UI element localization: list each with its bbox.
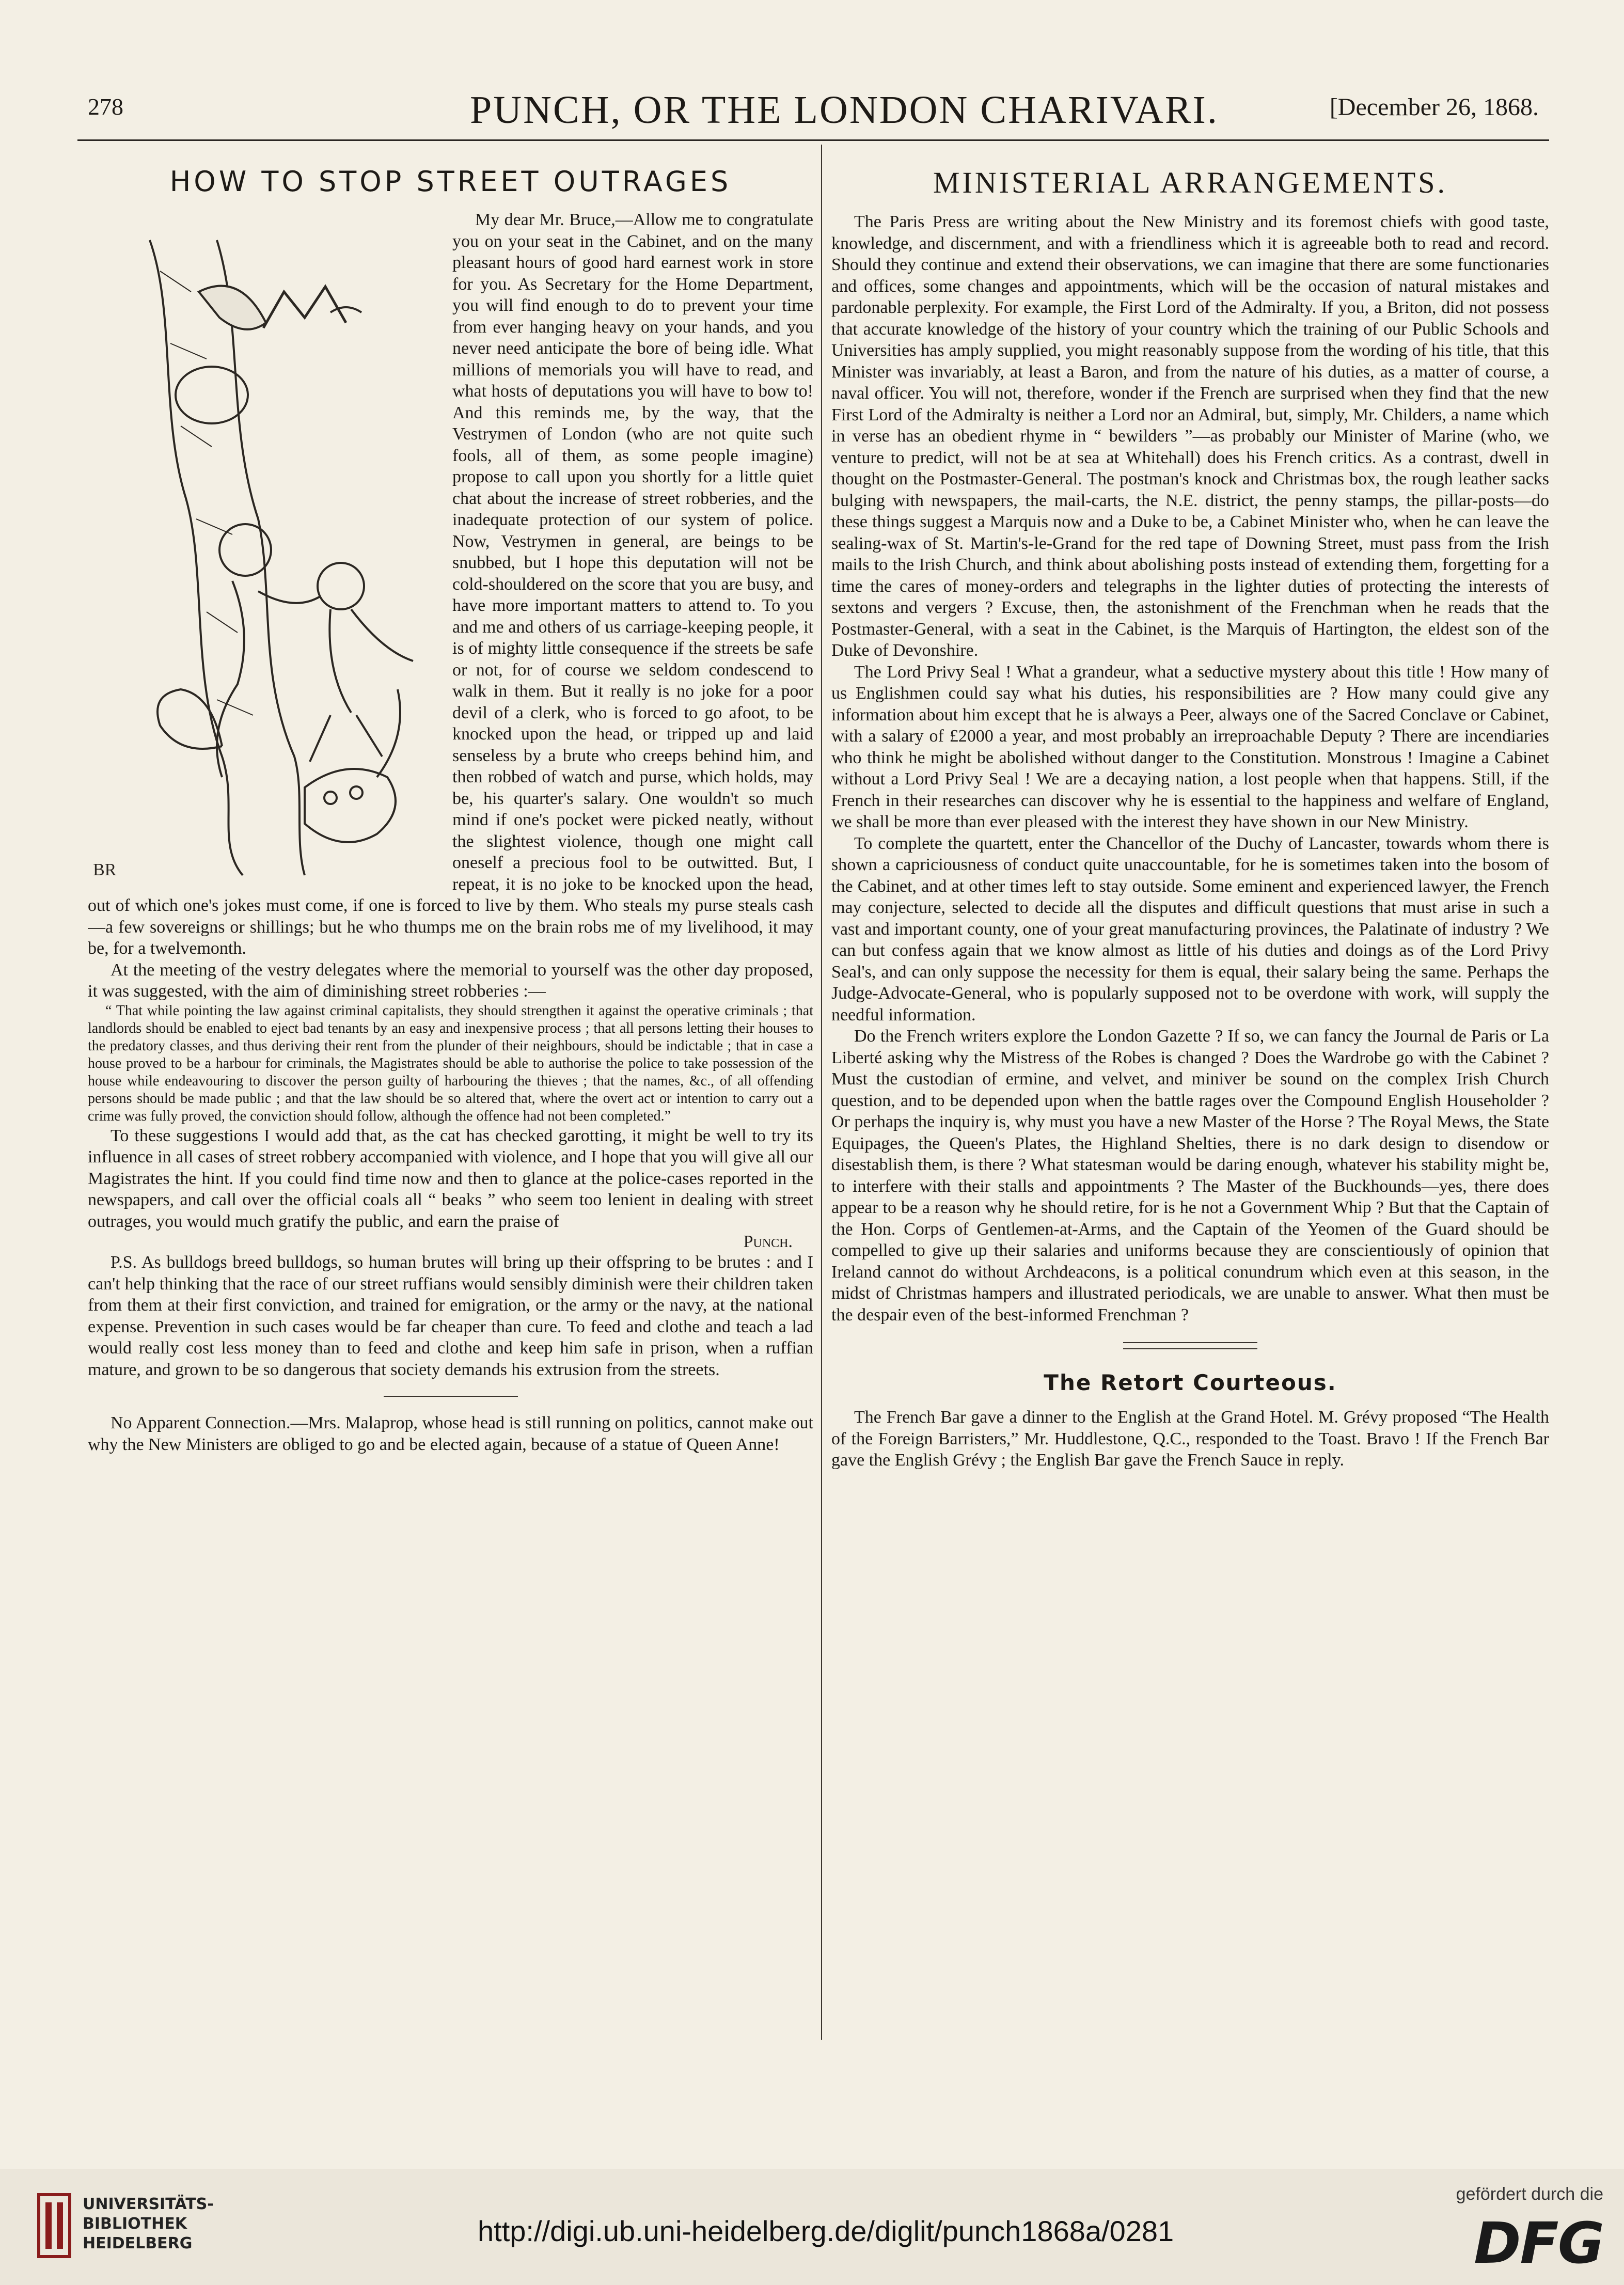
article-paragraph: At the meeting of the vestry delegates where the memorial to yourself was the other day proposed, it was suggested, with the aim of diminishing street robberies :— bbox=[88, 960, 813, 1001]
library-name-line: UNIVERSITÄTS- bbox=[83, 2195, 214, 2213]
funded-by-label: gefördert durch die bbox=[1456, 2184, 1603, 2204]
right-column bbox=[831, 145, 1549, 2040]
page-number: 278 bbox=[88, 93, 123, 120]
article-paragraph: The French Bar gave a dinner to the English at the Grand Hotel. M. Grévy proposed “The Health of the Foreign Barristers,” Mr. Huddlestone, Q.C., responded to the Toast. Bravo ! If the French Bar gave the English Grévy ; the English Bar gave the French Sauce in reply. bbox=[831, 1408, 1549, 1470]
article-paragraph: To these suggestions I would add that, as the cat has checked garotting, it might be well to try its influence in all cases of street robbery accompanied with violence, and I hope that you will give all our Magistrates the hint. If you could find time now and then to glance at the police-cases reported in the newspapers, and call over the official coals all “ beaks ” who seem too lenient in dealing with street outrages, you would much gratify the public, and earn the praise of bbox=[88, 1126, 813, 1231]
street-outrage-illustration bbox=[88, 209, 439, 880]
article-title-retort: The Retort Courteous. bbox=[1044, 1370, 1337, 1395]
issue-date: [December 26, 1868. bbox=[1329, 93, 1539, 121]
left-column bbox=[88, 145, 813, 2040]
signature: Punch. bbox=[743, 1232, 793, 1251]
double-rule bbox=[1123, 1342, 1257, 1349]
quoted-resolution: “ That while pointing the law against criminal capitalists, they should strengthen it against the operative criminals ; that landlords should be enabled to eject bad tenants by an easy and inexpensive process ; that all persons letting their houses to the predatory classes, and thus deriving their rent from the plunder of their neighbours, should be indictable ; that in case a house proved to be a harbour for criminals, the Magistrates should be able to authorise the police to take possession of the house while endeavouring to discover the person guilty of harbouring the thieves ; that the names, &c., of all offending persons should be made public ; and that the law should be so altered that, where the overt act or intention to carry out a crime was fully proved, the conviction should follow, although the offence had not been completed.” bbox=[88, 1002, 813, 1124]
article-title-street-outrages: HOW TO STOP STREET OUTRAGES bbox=[169, 165, 732, 198]
library-name-line: BIBLIOTHEK bbox=[83, 2215, 187, 2233]
article-title-ministerial: MINISTERIAL ARRANGEMENTS. bbox=[933, 166, 1448, 199]
illustration-initials: BR bbox=[93, 860, 117, 879]
newspaper-page bbox=[77, 77, 1549, 2138]
no-apparent-connection-item: No Apparent Connection.—Mrs. Malaprop, whose head is still running on politics, cannot make out why the New Ministers are obliged to go and be elected again, because of a statue of Queen Anne! bbox=[88, 1413, 813, 1454]
library-name-line: HEIDELBERG bbox=[83, 2234, 193, 2252]
column-divider bbox=[821, 145, 822, 2040]
article-paragraph: The Lord Privy Seal ! What a grandeur, what a seductive mystery about this title ! How many of us Englishmen could say what his duties, his responsibilities are ? How many could give any information about him except that he is always a Peer, always one of the Sacred Conclave or Cabinet, with a salary of £2000 a year, and most probably an irreproachable Deputy ? There are incendiaries who think he might be abolished without danger to the Constitution. Monstrous ! Imagine a Cabinet without a Lord Privy Seal ! We are a decaying nation, a lost people when that happens. Still, if the French in their researches can discover why he is essential to the happiness and welfare of England, we shall be more than ever pleased with the interest they have shown in our New Ministry. bbox=[831, 662, 1549, 831]
article-paragraph: To complete the quartett, enter the Chancellor of the Duchy of Lancaster, towards whom there is shown a capriciousness of conduct quite unaccountable, for he is sometimes taken into the bosom of the Cabinet, and at other times left to stay outside. Some eminent and experienced lawyer, the French may conjecture, selected to decide all the disputes and difficult questions that must arise in such a vast and important county, one of your great manufacturing provinces, the Palatinate of industry ? We can but confess again that we know almost as little of his duties and doings as of the Lord Privy Seal's, and can only suppose the necessity for them is equal, their salary being the same. Perhaps the Judge-Advocate-General, who is popularly supposed not to be overdone with work, will supply the needful information. bbox=[831, 833, 1549, 1025]
dfg-logo: DFG bbox=[1474, 2210, 1603, 2276]
page-header bbox=[77, 77, 1549, 141]
permalink[interactable]: http://digi.ub.uni-heidelberg.de/diglit/punch1868a/0281 bbox=[478, 2215, 1174, 2247]
digitization-footer bbox=[0, 2169, 1624, 2285]
running-title: PUNCH, OR THE LONDON CHARIVARI. bbox=[470, 88, 1219, 132]
article-paragraph: The Paris Press are writing about the New Ministry and its foremost chiefs with good taste, knowledge, and discernment, and with a friendliness which it is agreeable both to read and record. Should they continue and extend their observations, we can imagine that there are some functionaries and offices, some changes and appointments, which will be the occasion of natural mistakes and pardonable perplexity. For example, the First Lord of the Admiralty. If you, a Briton, did not possess that accurate knowledge of the history of your country which the training of our Public Schools and Universities has amply supplied, you might reasonably suppose from the wording of his title, that this Minister was invariably, at least a Baron, and from the nature of his duties, as a matter of course, a naval officer. You will not, therefore, wonder if the French are surprised when they find that the new First Lord of the Admiralty is neither a Lord nor an Admiral, but, simply, Mr. Childers, a name which in verse has an obedient rhyme in “ bewilders ”—as probably our Minister of Marine (who, we venture to predict, will not be at sea at Whitehall) does his French critics. As a contrast, dwell in thought on the Postmaster-General. The postman's knock and Christmas box, the rough leather sacks bulging with newspapers, the mail-carts, the N.E. district, the penny stamps, the pillar-posts—do these things suggest a Marquis now and a Duke to be, a Cabinet Minister who, when he can leave the sealing-wax of St. Martin's-le-Grand for the red tape of Downing Street, must pass from the Irish mails to the Irish Church, and think about abolishing posts instead of extending them, forgetting for a time the cares of money-orders and telegraphs in the lighter duties of protecting the interests of sextons and vergers ? Excuse, then, the astonishment of the Frenchman when he reads that the Postmaster-General, with a seat in the Cabinet, is the Marquis of Hartington, the eldest son of the Duke of Devonshire. bbox=[831, 212, 1549, 660]
section-rule bbox=[384, 1396, 518, 1397]
library-logo-icon bbox=[36, 2192, 72, 2259]
library-name bbox=[83, 2195, 214, 2254]
article-paragraph: Do the French writers explore the London Gazette ? If so, we can fancy the Journal de Paris or La Liberté asking why the Mistress of the Robes is changed ? Does the Wardrobe go with the Cabinet ? Must the custodian of ermine, and velvet, and miniver be sound on the complex Irish Church question, and to be depended upon when the battle rages over the Compound English Householder ? Or perhaps the inquiry is, why must you have a new Master of the Horse ? The Royal Mews, the State Equipages, the Queen's Plates, the Highland Shelties, there is no dark design to disendow or disestablish them, is there ? What statesman would be daring enough, whatever his stability might be, to interfere with their stalls and appointments ? The Master of the Buckhounds—yes, there does appear to be a reason why he should retire, for is he not a Government Whip ? But that the Captain of the Hon. Corps of Gentlemen-at-Arms, and the Captain of the Yeomen of the Guard should be compelled to give up their salaries and uniforms because they are conscientiously of opinion that Ireland cannot do without Archdeacons, is a political conundrum which even at this season, in the midst of Christmas hampers and illustrated periodicals, we are unable to answer. What then must be the despair even of the best-informed Frenchman ? bbox=[831, 1027, 1549, 1325]
postscript: P.S. As bulldogs breed bulldogs, so human brutes will bring up their offspring to be brutes : and I can't help thinking that the race of our street ruffians would sensibly diminish were their children taken from them at their first conviction, and trained for emigration, or the army or the navy, at the national expense. Prevention in such cases would be far cheaper than cure. To feed and clothe and teach a lad would really cost less money than to feed and clothe and keep him safe in prison, when a ruffian mature, and grown to be so dangerous that society demands his extrusion from the streets. bbox=[88, 1253, 813, 1379]
article-paragraph: My dear Mr. Bruce,—Allow me to congratulate you on your seat in the Cabinet, and on the many pleasant hours of good hard earnest work in store for you. As Secretary for the Home Department, you will find enough to do to prevent your time from ever hanging heavy on your hands, and you never need anticipate the bore of being idle. What millions of memorials you will have to read, and what hosts of deputations you will have to bow to! And this reminds me, by the way, that the Vestrymen of London (who are not quite such fools, all of them, as some people imagine) propose to call upon you shortly for a little quiet chat about the increase of street robberies, and the inadequate protection of our system of police. Now, Vestrymen in general, are beings to be snubbed, but I hope this deputation will not be cold-shouldered on the score that you are busy, and have more important matters to attend to. To you and me and others of us carriage-keeping people, it is of mighty little consequence if the streets be safe or not, for of course we seldom condescend to walk in them. But it really is no joke for a poor devil of a clerk, who is forced to go afoot, to be knocked upon the head, or tripped up and laid senseless by a brute who creeps behind him, and then robbed of watch and purse, which holds, may be, his quarter's salary. One wouldn't so much mind if one's pocket were picked neatly, without the slightest violence, though one might call oneself a precious fool to be outwitted. But, I repeat, it is no joke to be knocked upon the head, out of which one's jokes must come, if one is forced to live by them. Who steals my purse steals cash—a few sovereigns or shillings; but he who thumps me on the brain robs me of my livelihood, it may be, for a twelvemonth. bbox=[88, 210, 813, 958]
